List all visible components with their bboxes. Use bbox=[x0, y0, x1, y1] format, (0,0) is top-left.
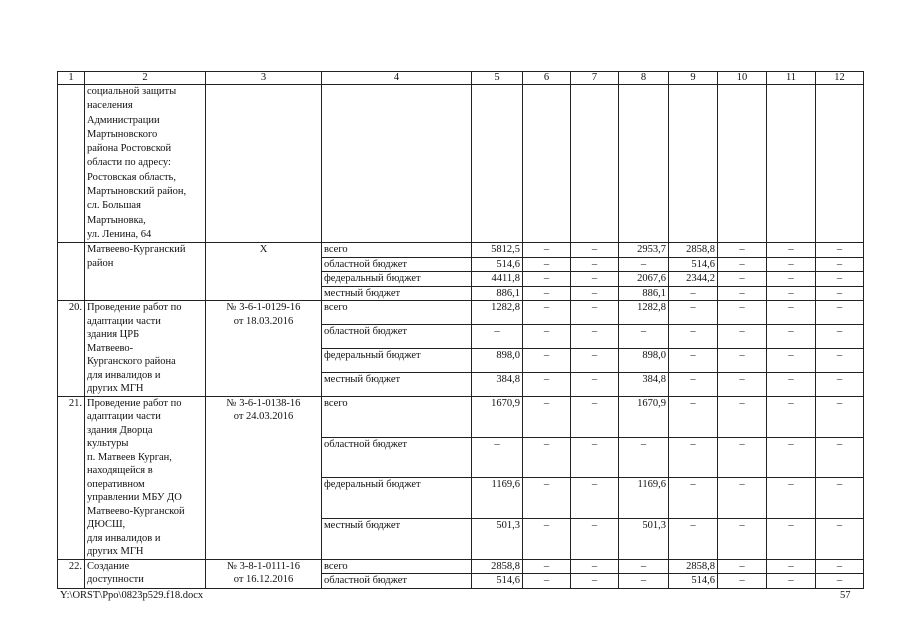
budget-type: всего bbox=[322, 559, 472, 574]
value-cell: – bbox=[571, 437, 619, 478]
value-cell: 501,3 bbox=[619, 519, 669, 560]
budget-type: местный бюджет bbox=[322, 372, 472, 396]
value-cell: – bbox=[472, 437, 523, 478]
value-cell: – bbox=[669, 286, 718, 301]
item-number: 22. bbox=[58, 559, 85, 588]
value-cell: 5812,5 bbox=[472, 243, 523, 258]
value-cell: – bbox=[619, 257, 669, 272]
file-path: Y:\ORST\Ppo\0823p529.f18.docx bbox=[60, 590, 204, 601]
item-name: Матвеево-Курганский район bbox=[85, 243, 206, 301]
budget-type: всего bbox=[322, 396, 472, 437]
document-number: № 3-6-1-0129-16 от 18.03.2016 bbox=[206, 301, 322, 397]
col-header-6: 6 bbox=[523, 72, 571, 85]
value-cell: – bbox=[571, 372, 619, 396]
value-cell: – bbox=[523, 396, 571, 437]
value-cell: – bbox=[571, 272, 619, 287]
budget-type: всего bbox=[322, 243, 472, 258]
item-name: Создание доступности bbox=[85, 559, 206, 588]
col-header-7: 7 bbox=[571, 72, 619, 85]
value-cell: – bbox=[767, 372, 816, 396]
budget-type: местный бюджет bbox=[322, 519, 472, 560]
value-cell: 1670,9 bbox=[619, 396, 669, 437]
value-cell: – bbox=[718, 243, 767, 258]
value-cell: – bbox=[767, 272, 816, 287]
item-number bbox=[58, 243, 85, 301]
value-cell: 514,6 bbox=[669, 257, 718, 272]
value-cell: – bbox=[816, 349, 864, 373]
value-cell: – bbox=[816, 437, 864, 478]
value-cell: – bbox=[571, 301, 619, 325]
value-cell: 501,3 bbox=[472, 519, 523, 560]
budget-type: областной бюджет bbox=[322, 325, 472, 349]
value-cell: 1169,6 bbox=[472, 478, 523, 519]
value-cell: 2858,8 bbox=[669, 243, 718, 258]
value-cell: – bbox=[718, 272, 767, 287]
value-cell: – bbox=[669, 437, 718, 478]
value-cell: – bbox=[669, 519, 718, 560]
table-row bbox=[58, 396, 864, 437]
item-name: Проведение работ по адаптации части здания ЦРБ Матвеево- Курганского района для инвалидов и других МГН bbox=[85, 301, 206, 397]
col-header-5: 5 bbox=[472, 72, 523, 85]
value-cell: – bbox=[523, 437, 571, 478]
value-cell: – bbox=[523, 325, 571, 349]
value-cell: 4411,8 bbox=[472, 272, 523, 287]
budget-type: местный бюджет bbox=[322, 286, 472, 301]
value-cell: – bbox=[571, 325, 619, 349]
value-cell: 384,8 bbox=[619, 372, 669, 396]
document-number: Х bbox=[206, 243, 322, 301]
value-cell: – bbox=[718, 574, 767, 589]
value-cell: – bbox=[523, 349, 571, 373]
value-cell: – bbox=[767, 286, 816, 301]
value-cell: – bbox=[767, 243, 816, 258]
item-number: 20. bbox=[58, 301, 85, 397]
value-cell: 2858,8 bbox=[472, 559, 523, 574]
budget-type: областной бюджет bbox=[322, 257, 472, 272]
value-cell: – bbox=[523, 272, 571, 287]
value-cell: – bbox=[571, 519, 619, 560]
value-cell: – bbox=[619, 574, 669, 589]
value-cell: – bbox=[718, 519, 767, 560]
value-cell: – bbox=[816, 286, 864, 301]
value-cell: 514,6 bbox=[472, 257, 523, 272]
value-cell: – bbox=[816, 243, 864, 258]
value-cell: – bbox=[523, 372, 571, 396]
col-header-4: 4 bbox=[322, 72, 472, 85]
value-cell: – bbox=[816, 372, 864, 396]
budget-type: областной бюджет bbox=[322, 437, 472, 478]
value-cell: – bbox=[523, 257, 571, 272]
value-cell: – bbox=[718, 437, 767, 478]
value-cell: 1282,8 bbox=[472, 301, 523, 325]
col-header-3: 3 bbox=[206, 72, 322, 85]
value-cell: – bbox=[816, 559, 864, 574]
value-cell: 886,1 bbox=[472, 286, 523, 301]
value-cell: 2344,2 bbox=[669, 272, 718, 287]
value-cell: – bbox=[767, 396, 816, 437]
value-cell: 886,1 bbox=[619, 286, 669, 301]
value-cell: – bbox=[718, 325, 767, 349]
value-cell: – bbox=[523, 574, 571, 589]
value-cell: – bbox=[816, 478, 864, 519]
continued-row bbox=[58, 85, 864, 243]
item-name: Проведение работ по адаптации части здания Дворца культуры п. Матвеев Курган, находящейся в оперативном управлении МБУ ДО Матвеево-Курганской ДЮСШ, для инвалидов и других МГН bbox=[85, 396, 206, 559]
col-header-10: 10 bbox=[718, 72, 767, 85]
value-cell: – bbox=[619, 559, 669, 574]
value-cell: – bbox=[718, 396, 767, 437]
value-cell: – bbox=[718, 301, 767, 325]
value-cell: – bbox=[571, 349, 619, 373]
col-header-1: 1 bbox=[58, 72, 85, 85]
value-cell: – bbox=[523, 478, 571, 519]
document-number: № 3-6-1-0138-16 от 24.03.2016 bbox=[206, 396, 322, 559]
value-cell: 898,0 bbox=[472, 349, 523, 373]
value-cell: – bbox=[718, 349, 767, 373]
value-cell: – bbox=[619, 325, 669, 349]
value-cell: – bbox=[767, 437, 816, 478]
value-cell: – bbox=[767, 257, 816, 272]
value-cell: – bbox=[571, 257, 619, 272]
value-cell: – bbox=[718, 559, 767, 574]
budget-table bbox=[57, 71, 864, 589]
col-header-2: 2 bbox=[85, 72, 206, 85]
item-number: 21. bbox=[58, 396, 85, 559]
value-cell: – bbox=[669, 478, 718, 519]
table-row bbox=[58, 243, 864, 258]
value-cell: – bbox=[816, 301, 864, 325]
value-cell: – bbox=[669, 349, 718, 373]
value-cell: 1169,6 bbox=[619, 478, 669, 519]
value-cell: – bbox=[472, 325, 523, 349]
value-cell: 514,6 bbox=[472, 574, 523, 589]
budget-type: всего bbox=[322, 301, 472, 325]
value-cell: 2953,7 bbox=[619, 243, 669, 258]
value-cell: 2858,8 bbox=[669, 559, 718, 574]
value-cell: – bbox=[816, 519, 864, 560]
value-cell: – bbox=[669, 325, 718, 349]
value-cell: – bbox=[816, 396, 864, 437]
document-number: № 3-8-1-0111-16 от 16.12.2016 bbox=[206, 559, 322, 588]
value-cell: – bbox=[571, 478, 619, 519]
value-cell: – bbox=[523, 559, 571, 574]
value-cell: – bbox=[816, 574, 864, 589]
budget-type: областной бюджет bbox=[322, 574, 472, 589]
value-cell: – bbox=[718, 372, 767, 396]
value-cell: 1282,8 bbox=[619, 301, 669, 325]
value-cell: – bbox=[571, 559, 619, 574]
page-number: 57 bbox=[840, 590, 851, 601]
value-cell: – bbox=[669, 396, 718, 437]
continued-object-name: социальной защиты населения Администрации Мартыновского района Ростовской области по адресу: Ростовская область, Мартыновский район, сл. Большая Мартыновка, ул. Ленина, 64 bbox=[85, 85, 206, 243]
col-header-8: 8 bbox=[619, 72, 669, 85]
value-cell: – bbox=[816, 272, 864, 287]
value-cell: 1670,9 bbox=[472, 396, 523, 437]
value-cell: 898,0 bbox=[619, 349, 669, 373]
col-header-11: 11 bbox=[767, 72, 816, 85]
value-cell: – bbox=[571, 396, 619, 437]
value-cell: – bbox=[619, 437, 669, 478]
value-cell: – bbox=[767, 574, 816, 589]
value-cell: – bbox=[718, 286, 767, 301]
budget-type: федеральный бюджет bbox=[322, 272, 472, 287]
value-cell: – bbox=[669, 372, 718, 396]
budget-type: федеральный бюджет bbox=[322, 349, 472, 373]
value-cell: – bbox=[523, 301, 571, 325]
column-number-row bbox=[58, 72, 864, 85]
value-cell: – bbox=[767, 478, 816, 519]
value-cell: – bbox=[571, 243, 619, 258]
value-cell: – bbox=[523, 243, 571, 258]
value-cell: – bbox=[767, 325, 816, 349]
value-cell: 384,8 bbox=[472, 372, 523, 396]
table-row bbox=[58, 559, 864, 574]
value-cell: – bbox=[571, 286, 619, 301]
value-cell: – bbox=[718, 257, 767, 272]
value-cell: – bbox=[669, 301, 718, 325]
budget-type: федеральный бюджет bbox=[322, 478, 472, 519]
value-cell: 514,6 bbox=[669, 574, 718, 589]
value-cell: – bbox=[767, 349, 816, 373]
table-row bbox=[58, 301, 864, 325]
value-cell: – bbox=[718, 478, 767, 519]
value-cell: – bbox=[816, 257, 864, 272]
value-cell: – bbox=[816, 325, 864, 349]
value-cell: 2067,6 bbox=[619, 272, 669, 287]
col-header-9: 9 bbox=[669, 72, 718, 85]
value-cell: – bbox=[571, 574, 619, 589]
value-cell: – bbox=[523, 519, 571, 560]
value-cell: – bbox=[767, 559, 816, 574]
value-cell: – bbox=[767, 519, 816, 560]
value-cell: – bbox=[767, 301, 816, 325]
col-header-12: 12 bbox=[816, 72, 864, 85]
value-cell: – bbox=[523, 286, 571, 301]
